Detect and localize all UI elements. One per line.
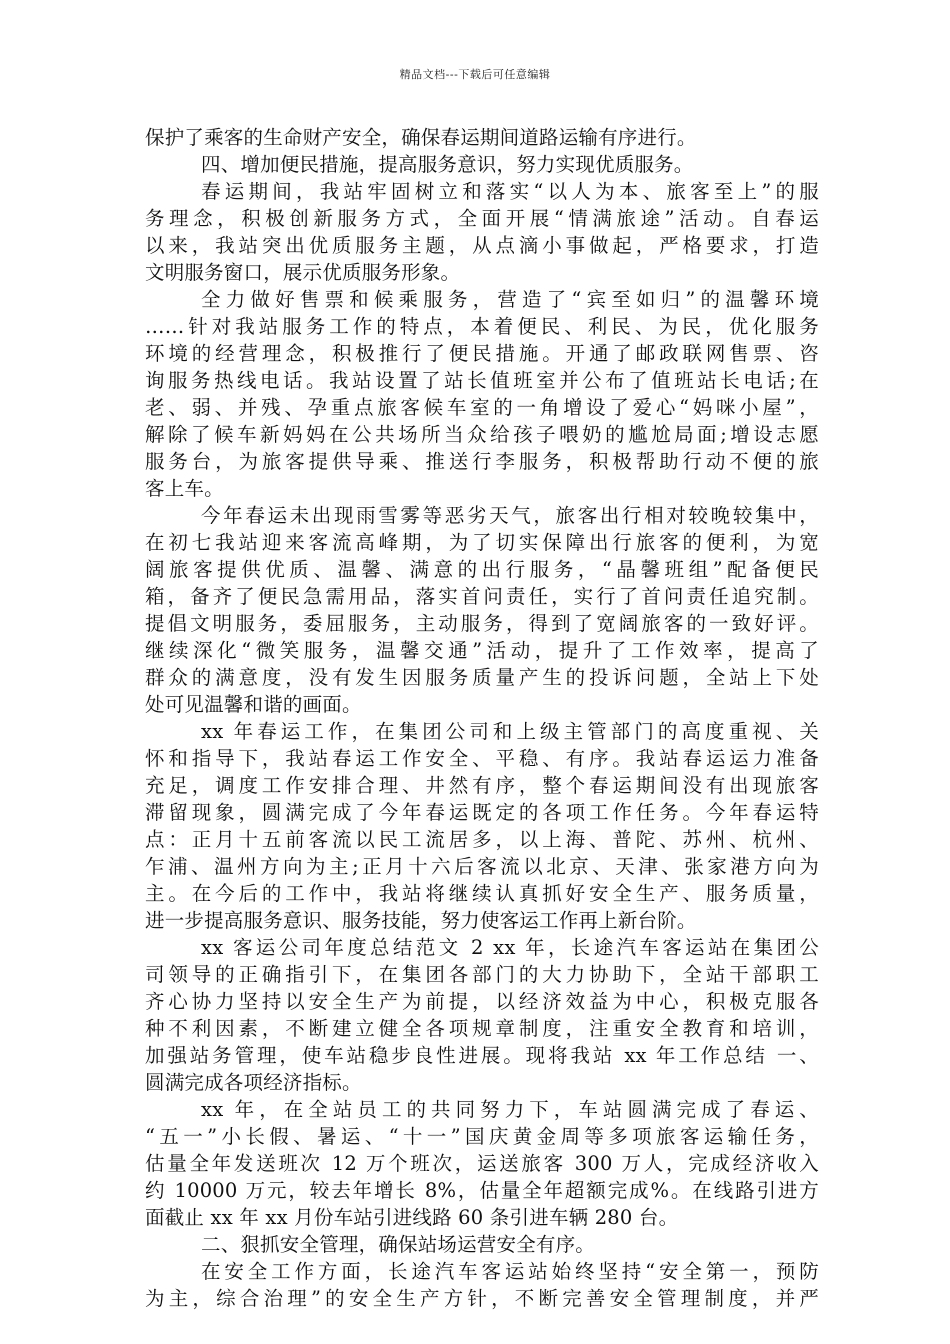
text-line: 今年春运未出现雨雪雾等恶劣天气，旅客出行相对较晚较集中， — [201, 504, 819, 527]
text-line: 询服务热线电话。我站设置了站长值班室并公布了值班站长电话;在 — [145, 369, 819, 392]
text-line: xx 年，在全站员工的共同努力下，车站圆满完成了春运、 — [201, 1098, 819, 1121]
text-line: 在安全工作方面，长途汽车客运站始终坚持“安全第一，预防 — [201, 1260, 819, 1283]
text-line: 面截止 xx 年 xx 月份车站引进线路 60 条引进车辆 280 台。 — [145, 1206, 679, 1229]
page-header: 精品文档---下载后可任意编辑 — [399, 68, 551, 81]
text-line: 客上车。 — [145, 477, 224, 500]
text-line: 司领导的正确指引下，在集团各部门的大力协助下，全站干部职工 — [145, 963, 819, 986]
text-line: xx 客运公司年度总结范文 2 xx 年，长途汽车客运站在集团公 — [201, 936, 819, 959]
text-line: 文明服务窗口，展示优质服务形象。 — [145, 261, 461, 284]
text-line: 阔旅客提供优质、温馨、满意的出行服务，“晶馨班组”配备便民 — [145, 558, 819, 581]
text-line: 以来，我站突出优质服务主题，从点滴小事做起，严格要求，打造 — [145, 234, 819, 257]
text-line: 怀和指导下，我站春运工作安全、平稳、有序。我站春运运力准备 — [145, 747, 819, 770]
text-line: 约 10000 万元，较去年增长 8%，估量全年超额完成%。在线路引进方 — [145, 1179, 819, 1202]
text-line: 滞留现象，圆满完成了今年春运既定的各项工作任务。今年春运特 — [145, 801, 819, 824]
text-line: 箱，备齐了便民急需用品，落实首问责任，实行了首问责任追究制。 — [145, 585, 819, 608]
text-line: 解除了候车新妈妈在公共场所当众给孩子喂奶的尴尬局面;增设志愿 — [145, 423, 819, 446]
text-line: 进一步提高服务意识、服务技能，努力使客运工作再上新台阶。 — [145, 909, 697, 932]
text-line: 提倡文明服务，委屈服务，主动服务，得到了宽阔旅客的一致好评。 — [145, 612, 819, 635]
document-body — [145, 124, 819, 1312]
text-line: 服务台，为旅客提供导乘、推送行李服务，积极帮助行动不便的旅 — [145, 450, 819, 473]
text-line: 老、弱、并残、孕重点旅客候车室的一角增设了爱心“妈咪小屋”， — [145, 396, 819, 419]
text-line: 齐心协力坚持以安全生产为前提，以经济效益为中心，积极克服各 — [145, 990, 819, 1013]
text-line: “五一”小长假、暑运、“十一”国庆黄金周等多项旅客运输任务， — [145, 1125, 819, 1148]
text-line: 点：正月十五前客流以民工流居多，以上海、普陀、苏州、杭州、 — [145, 828, 819, 851]
text-line: 处可见温馨和谐的画面。 — [145, 693, 362, 716]
text-line: 全力做好售票和候乘服务，营造了“宾至如归”的温馨环境 — [201, 288, 819, 311]
text-line: xx 年春运工作，在集团公司和上级主管部门的高度重视、关 — [201, 720, 819, 743]
text-line: 环境的经营理念，积极推行了便民措施。开通了邮政联网售票、咨 — [145, 342, 819, 365]
text-line: 二、狠抓安全管理，确保站场运营安全有序。 — [201, 1233, 596, 1256]
text-line: 估量全年发送班次 12 万个班次，运送旅客 300 万人，完成经济收入 — [145, 1152, 819, 1175]
text-line: 圆满完成各项经济指标。 — [145, 1071, 362, 1094]
text-line: 为主，综合治理”的安全生产方针，不断完善安全管理制度，并严 — [145, 1287, 819, 1310]
text-line: 务理念，积极创新服务方式，全面开展“情满旅途”活动。自春运 — [145, 207, 819, 230]
text-line: 种不利因素，不断建立健全各项规章制度，注重安全教育和培训， — [145, 1017, 819, 1040]
text-line: 春运期间，我站牢固树立和落实“以人为本、旅客至上”的服 — [201, 180, 819, 203]
text-line: 充足，调度工作安排合理、井然有序，整个春运期间没有出现旅客 — [145, 774, 819, 797]
text-line: 四、增加便民措施，提高服务意识，努力实现优质服务。 — [201, 153, 694, 176]
text-line: 保护了乘客的生命财产安全，确保春运期间道路运输有序进行。 — [145, 126, 697, 149]
text-line: 主。在今后的工作中，我站将继续认真抓好安全生产、服务质量， — [145, 882, 819, 905]
text-line: ……针对我站服务工作的特点，本着便民、利民、为民，优化服务 — [145, 315, 819, 338]
text-line: 在初七我站迎来客流高峰期，为了切实保障出行旅客的便利，为宽 — [145, 531, 819, 554]
text-line: 继续深化“微笑服务，温馨交通”活动，提升了工作效率，提高了 — [145, 639, 819, 662]
text-line: 加强站务管理，使车站稳步良性进展。现将我站 xx 年工作总结 一、 — [145, 1044, 819, 1067]
text-line: 群众的满意度，没有发生因服务质量产生的投诉问题，全站上下处 — [145, 666, 819, 689]
text-line: 乍浦、温州方向为主;正月十六后客流以北京、天津、张家港方向为 — [145, 855, 819, 878]
